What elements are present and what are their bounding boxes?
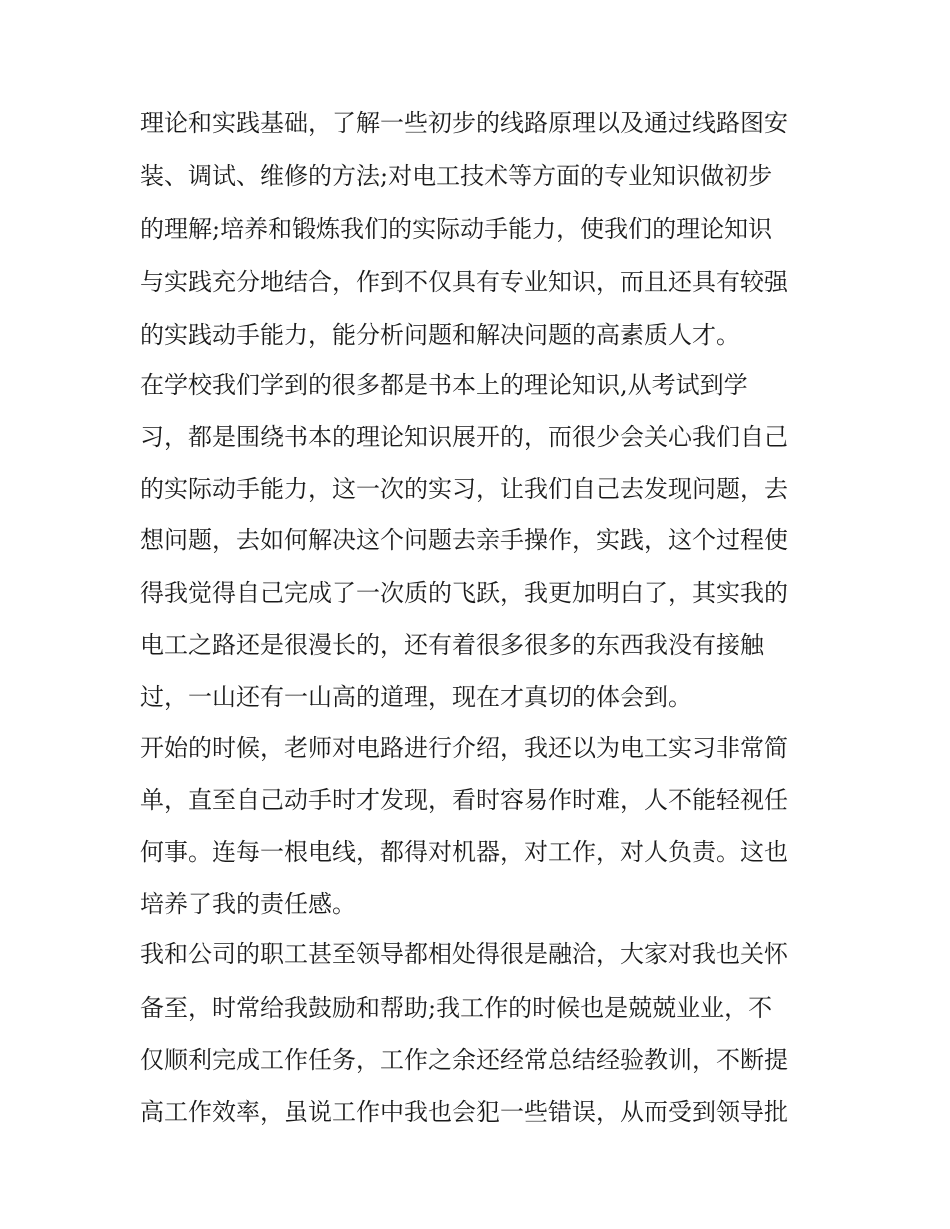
text-line: 开始的时候，老师对电路进行介绍，我还以为电工实习非常简: [140, 734, 788, 762]
text-line: 习，都是围绕书本的理论知识展开的，而很少会关心我们自己: [140, 423, 788, 451]
text-line: 的实践动手能力，能分析问题和解决问题的高素质人才。: [140, 321, 740, 349]
text-line: 想问题，去如何解决这个问题去亲手操作，实践，这个过程使: [140, 526, 788, 554]
text-line: 仅顺利完成工作任务，工作之余还经常总结经验教训，不断提: [140, 1046, 788, 1074]
text-line: 单，直至自己动手时才发现，看时容易作时难，人不能轻视任: [140, 786, 788, 814]
text-line: 在学校我们学到的很多都是书本上的理论知识,从考试到学: [140, 371, 748, 399]
text-line: 的实际动手能力，这一次的实习，让我们自己去发现问题，去: [140, 475, 788, 503]
text-line: 电工之路还是很漫长的，还有着很多很多的东西我没有接触: [140, 631, 764, 659]
text-line: 的理解;培养和锻炼我们的实际动手能力，使我们的理论知识: [140, 215, 773, 243]
text-line: 备至，时常给我鼓励和帮助;我工作的时候也是兢兢业业，不: [140, 994, 773, 1022]
text-line: 何事。连每一根电线，都得对机器，对工作，对人负责。这也: [140, 838, 788, 866]
text-line: 培养了我的责任感。: [140, 890, 356, 918]
text-line: 高工作效率，虽说工作中我也会犯一些错误，从而受到领导批: [140, 1098, 788, 1126]
text-line: 得我觉得自己完成了一次质的飞跃，我更加明白了，其实我的: [140, 579, 788, 607]
text-line: 与实践充分地结合，作到不仅具有专业知识，而且还具有较强: [140, 268, 788, 296]
text-line: 我和公司的职工甚至领导都相处得很是融洽，大家对我也关怀: [140, 940, 788, 968]
text-line: 装、调试、维修的方法;对电工技术等方面的专业知识做初步: [140, 162, 773, 190]
text-line: 过，一山还有一山高的道理，现在才真切的体会到。: [140, 683, 692, 711]
text-line: 理论和实践基础，了解一些初步的线路原理以及通过线路图安: [140, 109, 788, 137]
